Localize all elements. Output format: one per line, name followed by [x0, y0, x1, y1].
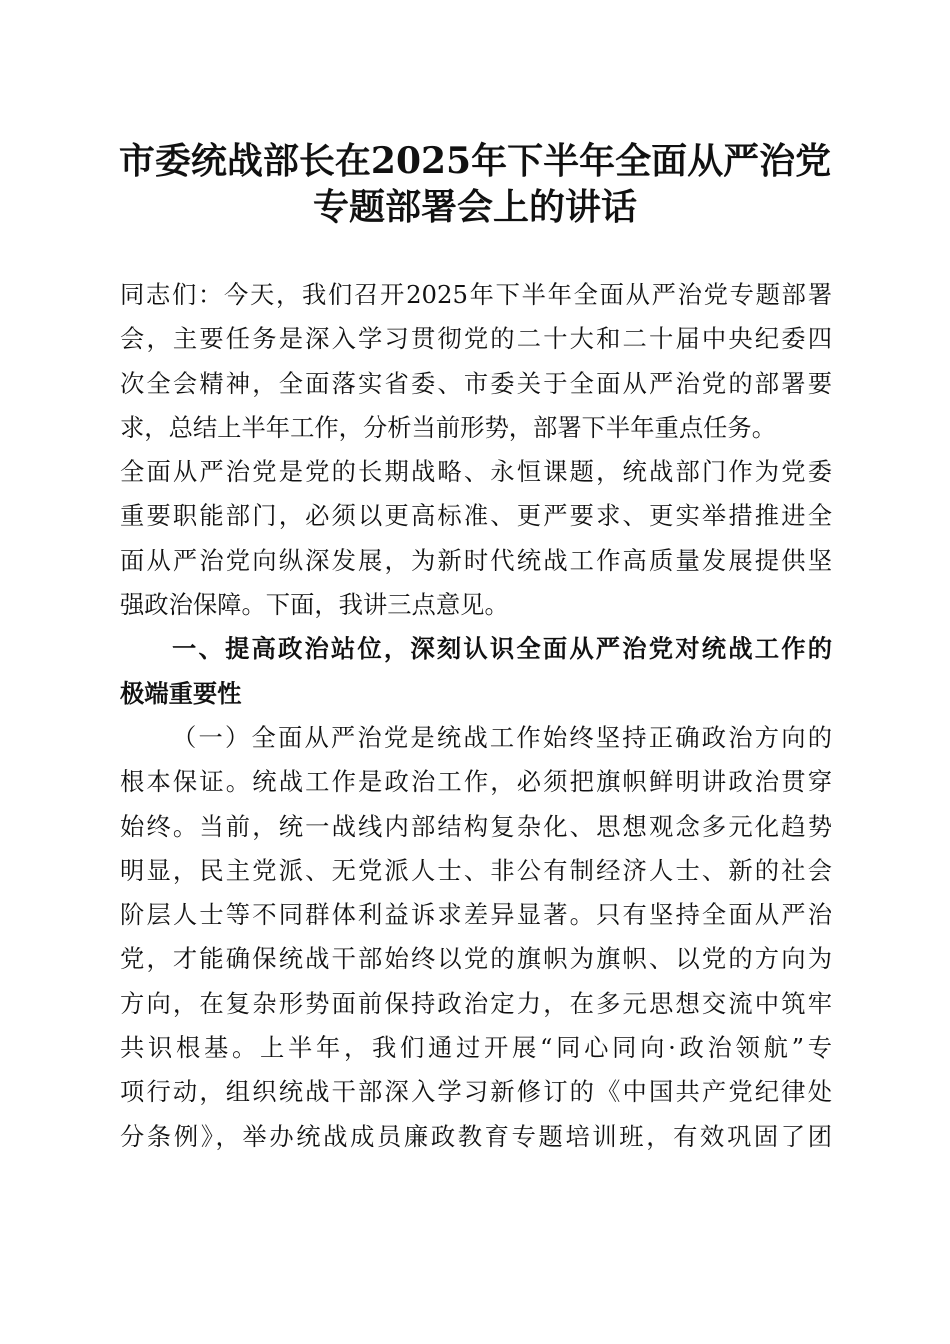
text-line: 共识根基。上半年，我们通过开展“同心同向·政治领航”专	[120, 1033, 832, 1063]
text-line: 阶层人士等不同群体利益诉求差异显著。只有坚持全面从严治	[120, 900, 832, 930]
paragraph-opening	[120, 273, 832, 627]
text-line: 重要职能部门，必须以更高标准、更严要求、更实举措推进全	[120, 501, 832, 531]
paragraph-section-1-1	[120, 716, 832, 1159]
document-title	[80, 138, 870, 230]
text-line: 全面从严治党是党的长期战略、永恒课题，统战部门作为党委	[120, 457, 832, 487]
text-line: 党，才能确保统战干部始终以党的旗帜为旗帜、以党的方向为	[120, 944, 832, 974]
text-line: 始终。当前，统一战线内部结构复杂化、思想观念多元化趋势	[120, 811, 832, 841]
text-line: 明显，民主党派、无党派人士、非公有制经济人士、新的社会	[120, 855, 832, 885]
text-line: 分条例》，举办统战成员廉政教育专题培训班，有效巩固了团	[120, 1121, 832, 1151]
text-line: 项行动，组织统战干部深入学习新修订的《中国共产党纪律处	[120, 1077, 832, 1107]
text-line: 面从严治党向纵深发展，为新时代统战工作高质量发展提供坚	[120, 545, 832, 575]
title-line-2: 专题部署会上的讲话	[312, 186, 637, 228]
heading-line: 一、提高政治站位，深刻认识全面从严治党对统战工作的	[172, 634, 832, 664]
text-line: （一）全面从严治党是统战工作始终坚持正确政治方向的	[172, 722, 832, 752]
text-line: 方向，在复杂形势面前保持政治定力，在多元思想交流中筑牢	[120, 988, 832, 1018]
title-line-1: 市委统战部长在2025年下半年全面从严治党	[118, 140, 832, 182]
section-heading-1	[120, 627, 832, 716]
text-line: 求，总结上半年工作，分析当前形势，部署下半年重点任务。	[120, 412, 777, 442]
text-line: 同志们：今天，我们召开2025年下半年全面从严治党专题部署	[120, 280, 832, 309]
document-body	[120, 273, 832, 1159]
text-line: 次全会精神，全面落实省委、市委关于全面从严治党的部署要	[120, 368, 832, 398]
text-line: 强政治保障。下面，我讲三点意见。	[120, 590, 509, 620]
heading-line: 极端重要性	[120, 678, 242, 708]
text-line: 根本保证。统战工作是政治工作，必须把旗帜鲜明讲政治贯穿	[120, 767, 832, 797]
text-line: 会，主要任务是深入学习贯彻党的二十大和二十届中央纪委四	[120, 324, 832, 354]
